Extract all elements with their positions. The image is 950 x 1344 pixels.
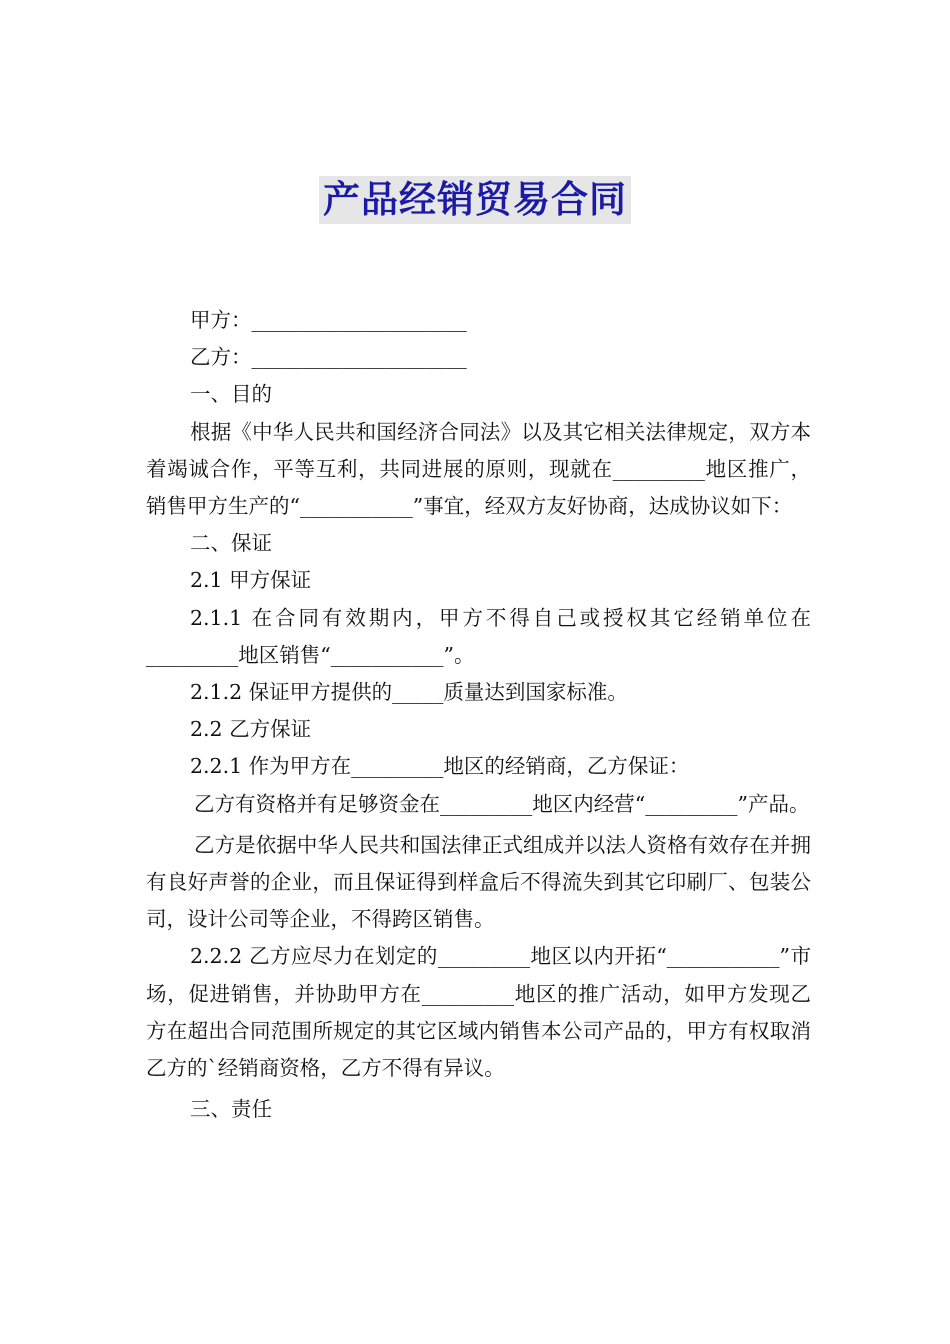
paragraph: 2.2.1 作为甲方在_________地区的经销商，乙方保证：: [190, 754, 690, 779]
paragraph: 乙方：_____________________: [190, 345, 467, 370]
paragraph: 2.1.1 在合同有效期内，甲方不得自己或授权其它经销单位在_________地区销售“___________”。: [146, 605, 811, 667]
paragraph: 一、目的: [190, 382, 272, 407]
paragraph: 2.2 乙方保证: [190, 717, 312, 742]
paragraph: 2.1.2 保证甲方提供的_____质量达到国家标准。: [190, 680, 628, 705]
paragraph: 乙方是依据中华人民共和国法律正式组成并以法人资格有效存在并拥有良好声誉的企业，而且保证得到样盒后不得流失到其它印刷厂、包装公司，设计公司等企业，不得跨区销售。: [146, 832, 811, 932]
document-body: [146, 302, 811, 1128]
paragraph: 2.1 甲方保证: [190, 568, 312, 593]
paragraph: 二、保证: [190, 531, 272, 556]
paragraph: 三、责任: [190, 1097, 272, 1122]
title-container: [0, 176, 950, 224]
paragraph: 乙方有资格并有足够资金在_________地区内经营“_________”产品。: [194, 791, 810, 816]
paragraph: 甲方：_____________________: [190, 308, 467, 332]
paragraph: 2.2.2 乙方应尽力在划定的_________地区以内开拓“___________”市场，促进销售，并协助甲方在_________地区的推广活动，如甲方发现乙方在超出合同范围所规定的其它区域内销售本公司产品的，甲方有权取消乙方的`经销商资格，乙方不得有异议。: [146, 944, 811, 1081]
paragraph: 根据《中华人民共和国经济合同法》以及其它相关法律规定，双方本着竭诚合作，平等互利，共同进展的原则，现就在_________地区推广，销售甲方生产的“___________”事宜，经双方友好协商，达成协议如下：: [146, 419, 811, 519]
document-title: 产品经销贸易合同: [319, 176, 631, 224]
